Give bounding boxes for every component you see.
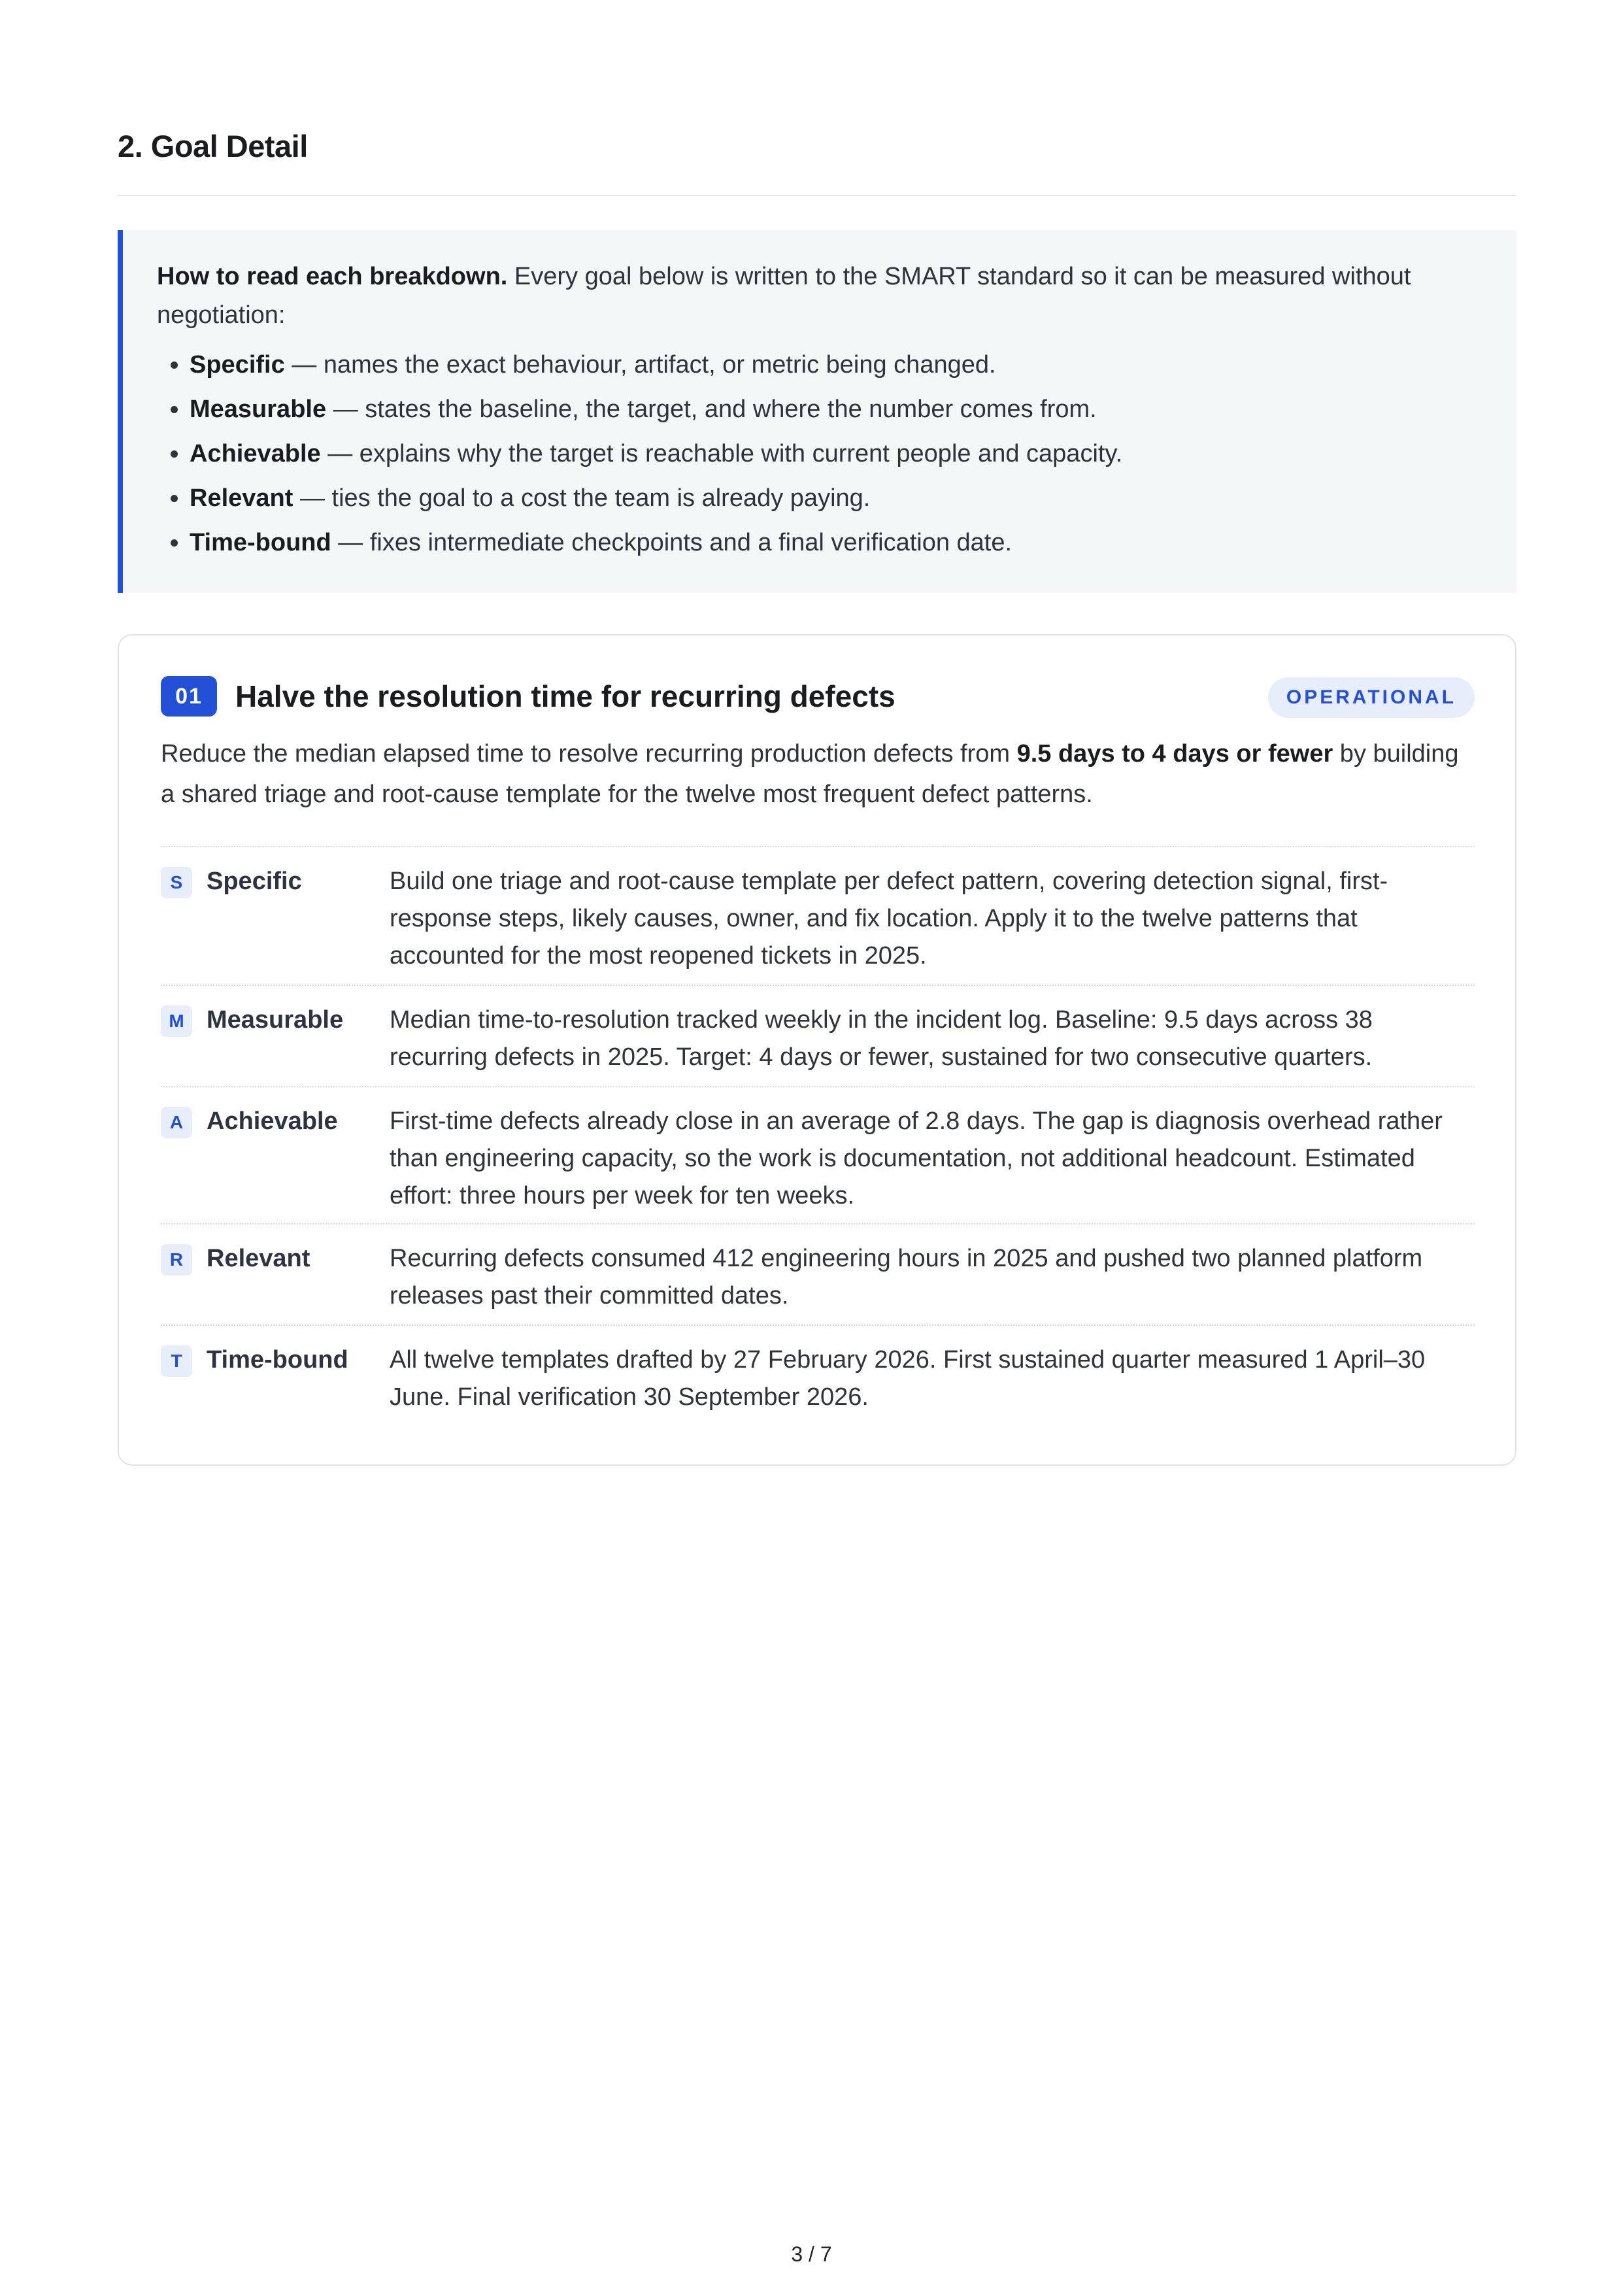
summary-text: Reduce the median elapsed time to resolve recurring production defects from	[161, 740, 1017, 768]
goal-title: Halve the resolution time for recurring defects	[235, 679, 895, 713]
summary-text: by building a shared triage and root-cause template for the twelve most frequent defect patterns.	[161, 740, 1459, 808]
list-item	[190, 431, 1482, 476]
smart-label	[161, 1342, 390, 1429]
smart-name: Achievable	[207, 1107, 338, 1135]
smart-row-achievable	[161, 1086, 1475, 1223]
smart-name: Specific	[207, 868, 302, 895]
callout-lead	[157, 258, 1482, 335]
smart-row-time-bound	[161, 1325, 1475, 1429]
section-title: 2. Goal Detail	[118, 129, 308, 163]
goal-card	[118, 634, 1516, 1466]
criteria-term: Time-bound	[190, 529, 331, 556]
goal-summary	[161, 734, 1475, 815]
smart-label	[161, 863, 390, 985]
smart-text: Recurring defects consumed 412 engineering hours in 2025 and pushed two planned platform releases past their committed dates.	[390, 1245, 1423, 1309]
criteria-text: — fixes intermediate checkpoints and a final verification date.	[331, 529, 1012, 556]
page-number: 3 / 7	[791, 2242, 832, 2266]
smart-text: Median time-to-resolution tracked weekly in the incident log. Baseline: 9.5 days across 38 recurring defects in 2025. Target: 4 days or fewer, sustained for two consecutive quarters.	[390, 1006, 1373, 1071]
goal-number-badge: 01	[161, 676, 217, 717]
callout-lead-text: Every goal below is written to the SMART standard so it can be measured without negotiation:	[157, 263, 1411, 329]
smart-label	[161, 1240, 390, 1325]
letter-badge: T	[161, 1345, 192, 1377]
smart-criteria-list	[157, 343, 1482, 565]
criteria-text: — names the exact behaviour, artifact, or metric being changed.	[284, 351, 996, 379]
smart-name: Measurable	[207, 1006, 344, 1034]
list-item	[190, 476, 1482, 520]
smart-row-measurable	[161, 985, 1475, 1086]
smart-row-relevant	[161, 1223, 1475, 1325]
letter-badge: M	[161, 1005, 192, 1037]
letter-badge: R	[161, 1244, 192, 1275]
smart-breakdown	[161, 846, 1475, 1429]
list-item	[190, 343, 1482, 387]
list-item	[190, 520, 1482, 565]
smart-label	[161, 1103, 390, 1223]
criteria-text: — explains why the target is reachable with current people and capacity.	[320, 440, 1123, 467]
smart-text: All twelve templates drafted by 27 February 2026. First sustained quarter measured 1 April–30 June. Final verification 30 September 2026.	[390, 1346, 1426, 1411]
letter-badge: A	[161, 1107, 192, 1138]
smart-text: Build one triage and root-cause template per defect pattern, covering detection signal, first-response steps, likely causes, owner, and fix location. Apply it to the twelve patterns that accounted for the most reopened tickets in 2025.	[390, 868, 1388, 970]
smart-label	[161, 1002, 390, 1086]
smart-name: Relevant	[207, 1245, 310, 1272]
smart-guide-callout	[118, 230, 1516, 593]
criteria-term: Achievable	[190, 440, 321, 467]
letter-badge: S	[161, 867, 192, 898]
criteria-term: Specific	[190, 351, 285, 379]
criteria-text: — ties the goal to a cost the team is already paying.	[293, 484, 871, 512]
criteria-term: Relevant	[190, 484, 293, 512]
smart-text: First-time defects already close in an average of 2.8 days. The gap is diagnosis overhead rather than engineering capacity, so the work is documentation, not additional headcount. Estimated effort: three hours per week for ten weeks.	[390, 1107, 1443, 1209]
criteria-term: Measurable	[190, 396, 327, 423]
section-divider	[118, 195, 1516, 196]
smart-row-specific	[161, 846, 1475, 985]
smart-name: Time-bound	[207, 1346, 348, 1374]
goal-category-tag: OPERATIONAL	[1268, 677, 1475, 718]
list-item	[190, 387, 1482, 431]
summary-target: 9.5 days to 4 days or fewer	[1016, 740, 1333, 768]
criteria-text: — states the baseline, the target, and where the number comes from.	[326, 396, 1097, 423]
callout-lead-bold: How to read each breakdown.	[157, 263, 508, 290]
